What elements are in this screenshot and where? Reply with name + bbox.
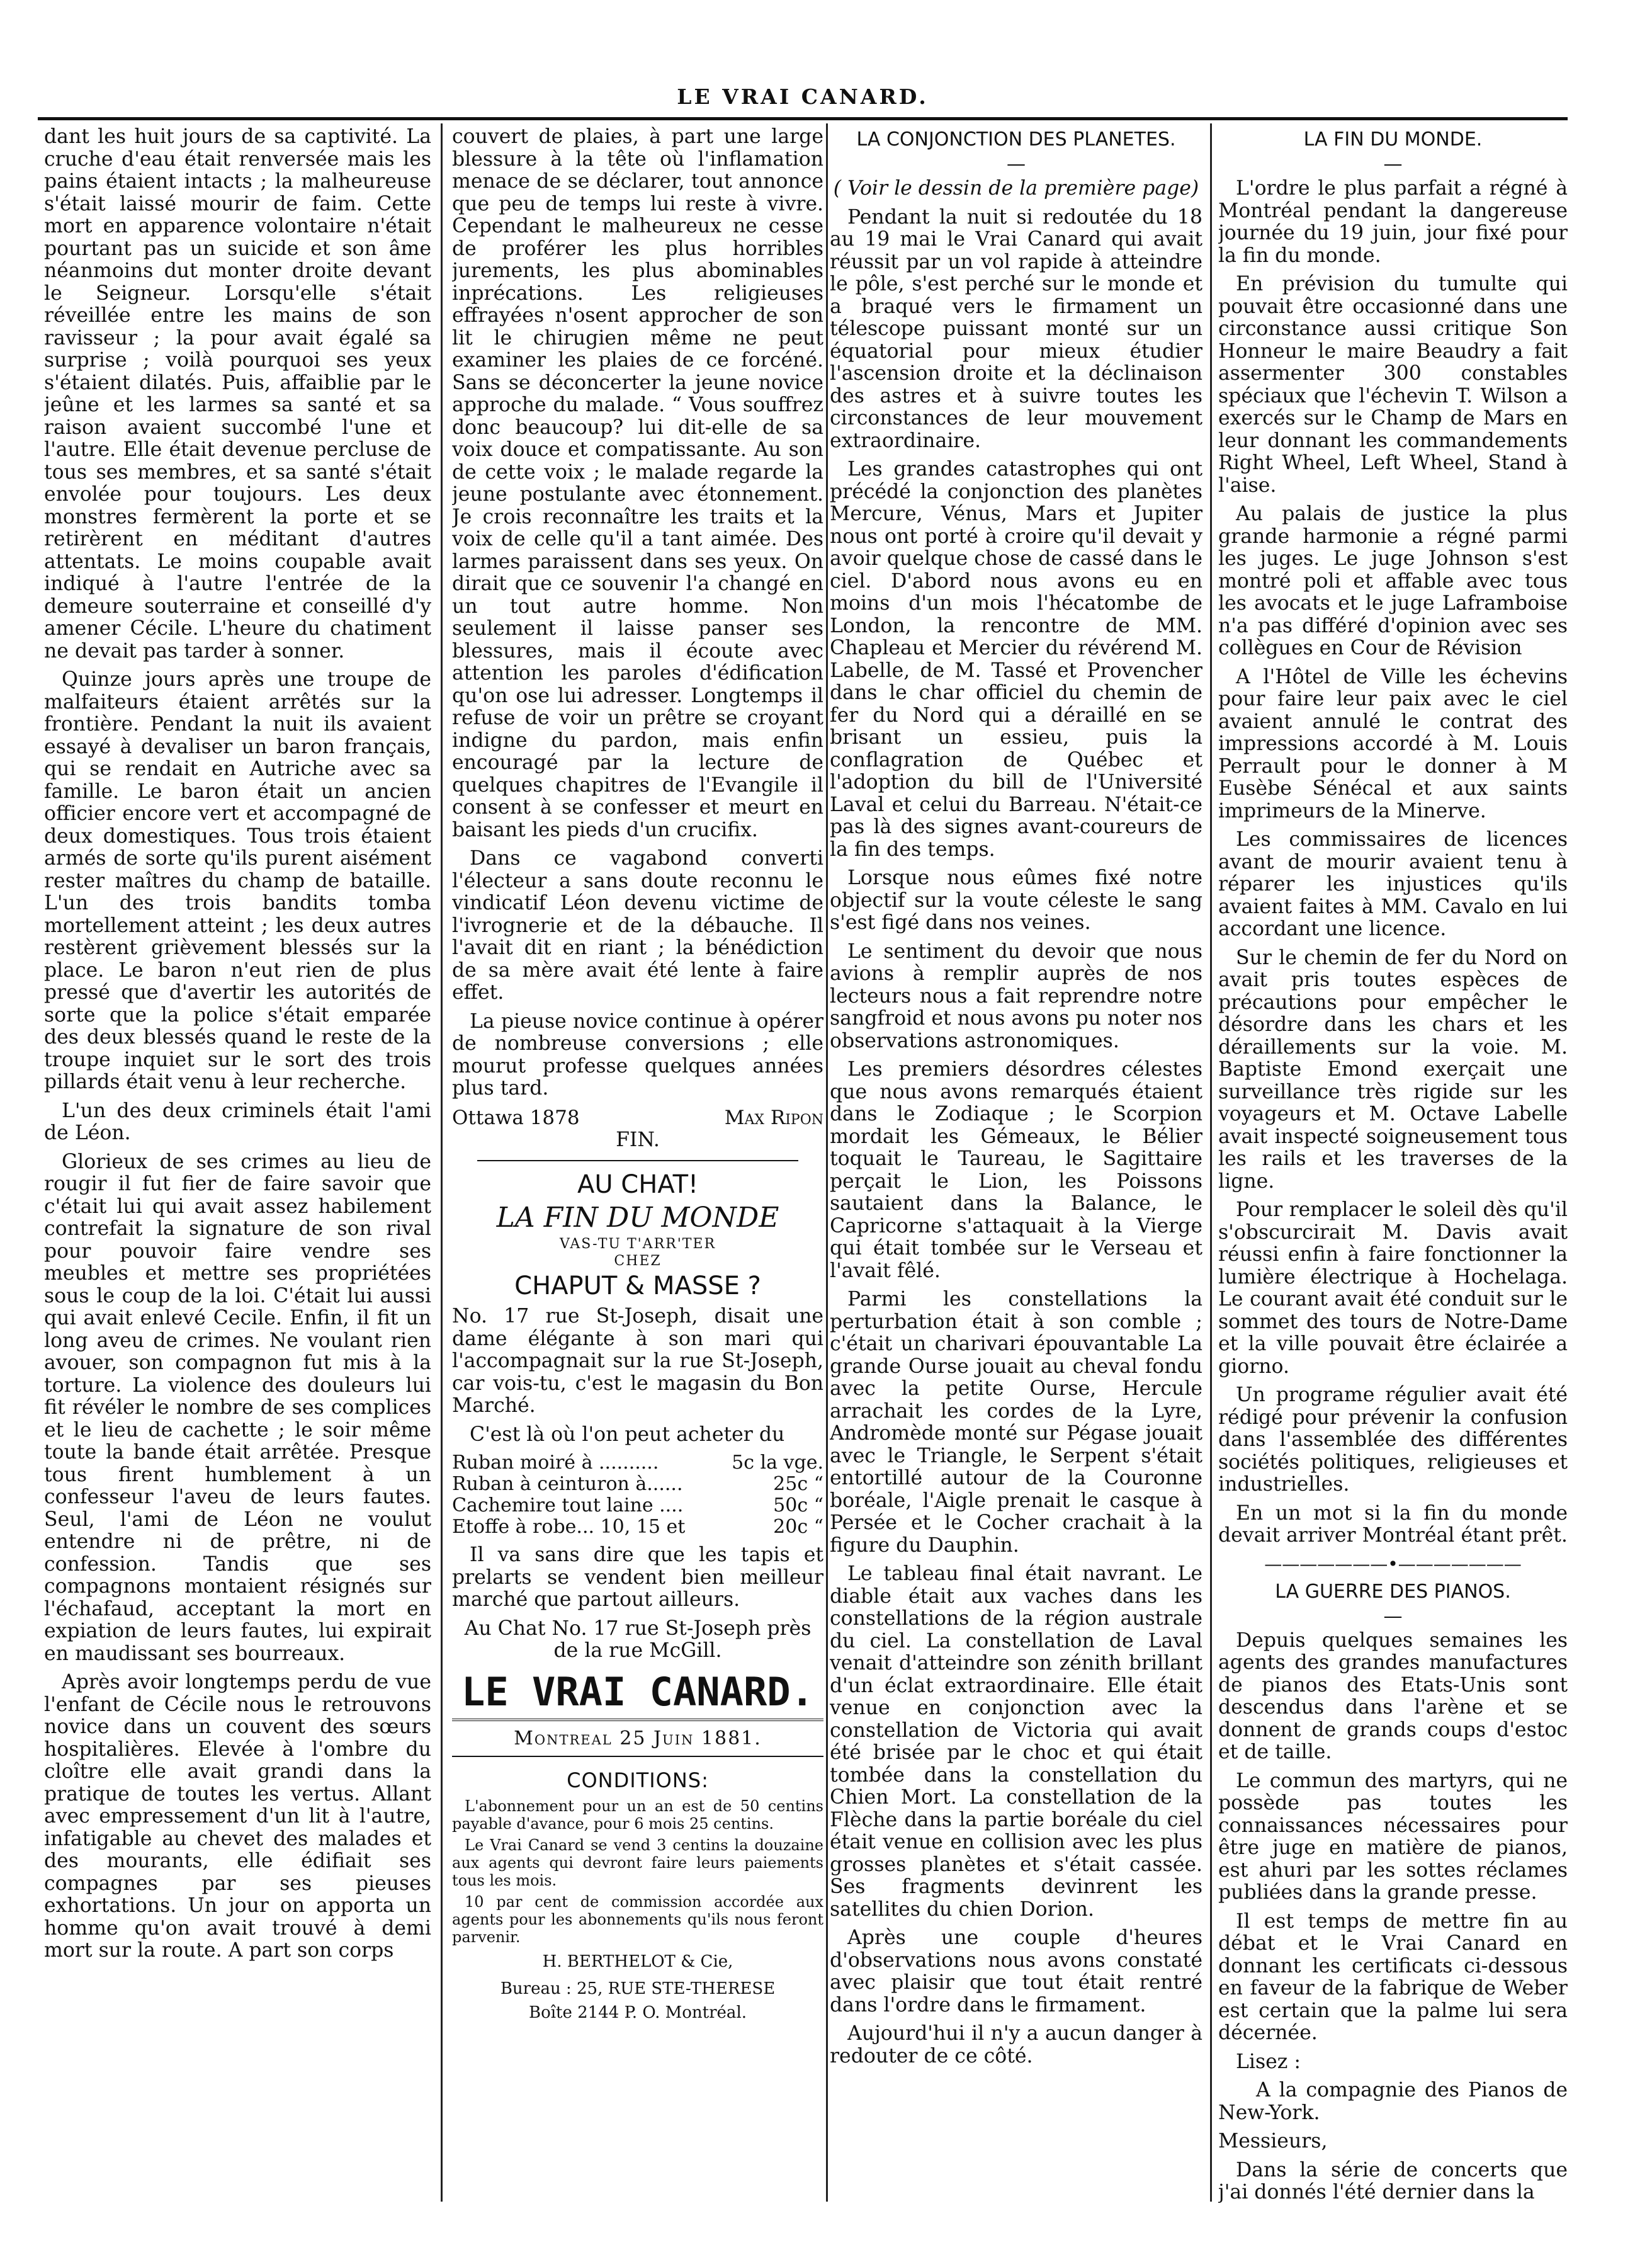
condition-item: Le Vrai Canard se vend 3 centins la douzaine aux agents qui devront faire leurs paiements tous les mois.	[452, 1836, 823, 1889]
paragraph: Pour remplacer le soleil dès qu'il s'obscurcirait M. Davis avait réussi enfin à faire fonctionner la lumière électrique à Hochelaga. Le courant avait été conduit sur le sommet des tours de Notre-Dame et la ville pouvait être éclairée a giorno.	[1218, 1198, 1568, 1378]
paragraph: Parmi les constellations la perturbation était à son comble ; c'était un charivari épouvantable La grande Ourse jouait au cheval fondu avec la petite Ourse, Hercule arrachait les cordes de la Lyre, Andromède monté sur Pégase jouait avec le Triangle, le Serpent s'était entortillé autour de la Couronne boréale, l'Aigle prenait le casque à Persée et le Cocher crachait à la figure du Dauphin.	[830, 1288, 1202, 1557]
ad-address: Au Chat No. 17 rue St-Joseph près de la rue McGill.	[464, 1617, 812, 1662]
ornament-divider: ———————•———————	[1264, 1553, 1522, 1574]
paragraph: Lisez :	[1236, 2050, 1301, 2073]
paragraph: Depuis quelques semaines les agents des grandes manufactures de pianos des Etats-Unis sont descendus dans l'arène et se donnent de grands coups d'estoc et de taille.	[1218, 1629, 1568, 1763]
paragraph: Quinze jours après une troupe de malfaiteurs étaient arrêtés sur la frontière. Pendant la nuit ils avaient essayé à devaliser un baron français, qui se rendait en Autriche avec sa famille. Le baron était un ancien officier encore vert et accompagné de deux domestiques. Tous trois étaient armés de sorte qu'ils purent aisément rester maîtres du champ de bataille. L'un des trois bandits tomba mortellement atteint ; les deux autres restèrent grièvement blessés sur la place. Le baron n'eut rien de plus pressé que d'avertir les autorités de sorte que la police s'était emparée des deux blessés quand le reste de la troupe inquiet sur le sort des trois pillards était venu à leur recherche.	[44, 668, 431, 1093]
paragraph: dant les huit jours de sa captivité. La cruche d'eau était renversée mais les pains étaient intacts ; la malheureuse s'était laissé mourir de faim. Cette mort en apparence volontaire n'était pourtant pas un suicide et son âme néanmoins dut monter droite devant le Seigneur. Lorsqu'elle s'était réveillée entre les mains de son ravisseur ; la pour avait égalé sa surprise ; voilà pourquoi ses yeux s'étaient dilatés. Puis, affaiblie par le jeûne et les larmes sa santé et sa raison avaient succombé l'une et l'autre. Elle était devenue percluse de tous ses membres, et sa santé s'était envolée pour toujours. Les deux monstres fermèrent la porte et se retirèrent en méditant d'autres attentats. Le moins coupable avait indiqué à l'autre l'entrée de la demeure souterraine et conseillé d'y amener Cécile. L'heure du chatiment ne devait pas tarder à sonner.	[44, 126, 431, 663]
paragraph: Au palais de justice la plus grande harmonie a régné parmi les juges. Le juge Johnson s'est montré poli et affable avec tous les avocats et le juge Laframboise n'a pas différé d'opinion avec ses collègues en Cour de Révision	[1218, 503, 1568, 659]
dateline: Montreal 25 Juin 1881.	[452, 1727, 823, 1757]
condition-item: L'abonnement pour un an est de 50 centins payable d'avance, pour 6 mois 25 centins.	[452, 1797, 823, 1833]
paragraph: La pieuse novice continue à opérer de nombreuse conversions ; elle mourut professe quelques années plus tard.	[452, 1009, 823, 1100]
article-heading: LA CONJONCTION DES PLANETES.	[856, 128, 1176, 151]
divider	[477, 1160, 798, 1161]
paragraph: A la compagnie des Pianos de New-York.	[1218, 2079, 1568, 2124]
price-row: Ruban moiré à .......... 5c la vge.	[452, 1452, 823, 1474]
paragraph: Après avoir longtemps perdu de vue l'enfant de Cécile nous le retrouvons novice dans un couvent des sœurs hospitalières. Elevée à l'ombre du cloître elle avait grandi dans la pratique de toutes les vertus. Allant avec empressement d'un lit à l'autre, infatigable au chevet des malades et des mourants, elle édifiait ses compagnes par ses pieuses exhortations. Un jour on apporta un homme qu'on avait trouvé à demi mort sur la route. A part son corps	[44, 1671, 431, 1962]
article-heading: LA GUERRE DES PIANOS.	[1275, 1580, 1511, 1603]
paragraph: Le tableau final était navrant. Le diable était aux vaches dans les constellations de la région australe du ciel. La constellation de Laval venait d'atteindre son zénith brillant d'un éclat extraordinaire. Elle était venue en conjonction avec la constellation de Victoria qui avait été brisée par le choc et qui était tombée dans la constellation du Chien Mort. La constellation de la Flèche dans la partie boréale du ciel était venue en collision avec les plus grosses planètes et s'était cassée. Ses fragments devinrent les satellites du chien Dorion.	[830, 1562, 1202, 1921]
paragraph: Il est temps de mettre fin au débat et le Vrai Canard en donnant les certificats ci-dessous en faveur de la fabrique de Weber est certain que la palme lui sera décernée.	[1218, 1909, 1568, 2044]
heading-dash: —	[1383, 153, 1403, 175]
article-note: ( Voir le dessin de la première page)	[833, 177, 1199, 200]
ad-text: C'est là où l'on peut acheter du	[470, 1423, 785, 1446]
ad-heading: AU CHAT!	[577, 1170, 699, 1199]
condition-item: 10 par cent de commission accordée aux agents pour les abonnements qu'ils nous feront parvenir.	[452, 1892, 823, 1946]
signature-place: Ottawa 1878	[452, 1106, 580, 1129]
end-marker: FIN.	[616, 1128, 660, 1151]
paragraph: Un programe régulier avait été rédigé pour prévenir la confusion dans l'assemblée des différentes sociétés politiques, religieuses et industrielles.	[1218, 1384, 1568, 1496]
ad-store-name: CHAPUT & MASSE ?	[514, 1271, 761, 1300]
paragraph: Le commun des martyrs, qui ne possède pas toutes les connaissances nécessaires pour être juge en matière de pianos, est ahuri par les sottes réclames publiées dans la grande presse.	[1218, 1769, 1568, 1904]
newspaper-title: LE VRAI CANARD.	[452, 1669, 823, 1721]
ad-subheading: LA FIN DU MONDE	[496, 1202, 779, 1234]
paragraph: Aujourd'hui il n'y a aucun danger à redouter de ce côté.	[830, 2022, 1202, 2067]
masthead-rule	[38, 117, 1568, 120]
paragraph: A l'Hôtel de Ville les échevins pour faire leur paix avec le ciel avaient annulé le contrat des impressions accordé à M. Louis Perrault pour le donner à M Eusèbe Sénécal et aux saints imprimeurs de la Minerve.	[1218, 665, 1568, 822]
ad-line: CHEZ	[614, 1253, 662, 1269]
conditions-heading: CONDITIONS:	[567, 1768, 709, 1792]
paragraph: Lorsque nous eûmes fixé notre objectif sur la voute céleste le sang s'est figé dans nos veines.	[830, 867, 1202, 934]
paragraph: Les premiers désordres célestes que nous avons remarqués étaient dans le Zodiaque ; le Scorpion mordait les Gémeaux, le Bélier toquait le Taureau, le Sagittaire perçait le Lion, les Poissons sautaient dans la Balance, le Capricorne s'attaquait à la Vierge qui était tombée sur le Verseau et l'avait fêlé.	[830, 1058, 1202, 1282]
column-divider	[1210, 123, 1212, 2202]
signature-author: Max Ripon	[724, 1106, 823, 1129]
paragraph: Les grandes catastrophes qui ont précédé la conjonction des planètes Mercure, Vénus, Mars et Jupiter nous ont porté à croire qu'il devait y avoir quelque chose de cassé dans le ciel. D'abord nous avons eu en moins d'un mois l'hécatombe de London, la rencontre de MM. Chapleau et Mercier du révérend M. Labelle, de M. Tassé et Provencher dans le char officiel du chemin de fer du Nord qui a déraillé en se brisant un essieu, puis la conflagration de Québec et l'adoption du bill de l'Université Laval et celui du Barreau. N'était-ce pas là des signes avant-coureurs de la fin des temps.	[830, 458, 1202, 861]
paragraph: Sur le chemin de fer du Nord on avait pris toutes espèces de précautions pour empêcher le désordre dans les chars et les déraillements sur la voie. M. Baptiste Emond exerçait une surveillance très rigide sur les voyageurs et M. Octave Labelle avait inspecté soigneusement tous les rails et les traverses de la ligne.	[1218, 946, 1568, 1193]
paragraph: couvert de plaies, à part une large blessure à la tête où l'inflamation menace de se déclarer, tout annonce que peu de temps lui reste à vivre. Cependant le malheureux ne cesse de proférer les plus horribles jurements, les plus abominables inprécations. Les religieuses effrayées n'osent approcher de son lit le chirugien même ne peut examiner les plaies de ce forcéné. Sans se déconcerter la jeune novice approche du malade. “ Vous souffrez donc beaucoup? lui dit-elle de sa voix douce et compatissante. Au son de cette voix ; le malade regarde la jeune postulante avec étonnement. Je crois reconnaître les traits et la voix de celle qu'il a tant aimée. Des larmes paraissent dans ses yeux. On dirait que ce souvenir l'a changé en un tout autre homme. Non seulement il laisse panser ses blessures, mais il écoute avec attention les paroles d'édification qu'on ose lui adresser. Longtemps il refuse de voir un prêtre se croyant indigne du pardon, mais enfin encouragé par la lecture de quelques chapitres de l'Evangile il consent à se confesser et meurt en baisant les pieds d'un crucifix.	[452, 126, 823, 841]
masthead	[38, 84, 1568, 128]
heading-dash: —	[1383, 1605, 1403, 1627]
ad-line: VAS-TU T'ARR'TER	[559, 1236, 716, 1252]
advertisement	[452, 1170, 823, 1663]
paragraph: Glorieux de ses crimes au lieu de rougir il fut fier de faire savoir que c'était lui qui avait assez habilement contrefait la signature de son rival pour pouvoir faire vendre ses meubles et mettre ses propriétées sous le coup de la loi. C'était lui aussi qui avait enlevé Cecile. Enfin, il fit un long aveu de crimes. Ne voulant rien avouer, son compagnon fut mis à la torture. La violence des douleurs lui fit révéler le nombre de ses complices et le lieu de cachette ; le soir même toute la bande était arrêtée. Presque tous firent humblement à un confesseur l'aveu de leurs fautes. Seul, l'ami de Léon ne voulut entendre ni de prêtre, ni de confession. Tandis que ses compagnons montaient résignés sur l'échafaud, acceptant la mort en expiation de leurs fautes, lui expirait en maudissant ses bourreaux.	[44, 1150, 431, 1665]
heading-dash: —	[1007, 153, 1026, 175]
paragraph: En prévision du tumulte qui pouvait être occasionné dans une circonstance aussi critique Son Honneur le maire Beaudry a fait assermenter 300 constables spéciaux que l'échevin T. Wilson a exercés sur le Champ de Mars en leur donnant les commandements Right Wheel, Left Wheel, Stand à l'aise.	[1218, 273, 1568, 497]
masthead-title: LE VRAI CANARD.	[677, 84, 929, 109]
paragraph: Le sentiment du devoir que nous avions à remplir auprès de nos lecteurs nous a fait reprendre notre sangfroid et nous avons pu noter nos observations astronomiques.	[830, 940, 1202, 1052]
paragraph: Dans la série de concerts que j'ai donnés l'été dernier dans la	[1218, 2158, 1568, 2204]
publisher: H. BERTHELOT & Cie,	[542, 1952, 733, 1971]
paragraph: Dans ce vagabond converti l'électeur a sans doute reconnu le vindicatif Léon devenu victime de l'ivrognerie et de la débauche. Il l'avait dit en riant ; la bénédiction de sa mère avait été lente à faire effet.	[452, 847, 823, 1004]
article-heading: LA FIN DU MONDE.	[1303, 128, 1483, 151]
paragraph: Après une couple d'heures d'observations nous avons constaté avec plaisir que tout était rentré dans l'ordre dans le firmament.	[830, 1926, 1202, 2016]
price-row: Cachemire tout laine .... 50c “	[452, 1494, 823, 1516]
signature-line	[452, 1106, 823, 1129]
ad-text: No. 17 rue St-Joseph, disait une dame élégante à son mari qui l'accompagnait sur la rue St-Joseph, car vois-tu, c'est le magasin du Bon Marché.	[452, 1305, 823, 1417]
paragraph: Pendant la nuit si redoutée du 18 au 19 mai le Vrai Canard qui avait réussit par un vol rapide à atteindre le pôle, s'est perché sur le monde et a braqué vers le firmament un télescope puissant monté sur un équatorial pour mieux étudier l'ascension droite et la déclinaison des astres et à suivre toutes les circonstances de leur mouvement extraordinaire.	[830, 205, 1202, 452]
address: Bureau : 25, RUE STE-THERESE	[500, 1979, 776, 1998]
paragraph: L'un des deux criminels était l'ami de Léon.	[44, 1099, 431, 1144]
column-divider	[441, 123, 443, 2202]
column-2	[452, 126, 823, 2242]
column-3	[830, 126, 1202, 2242]
column-4	[1218, 126, 1568, 2242]
paragraph: Les commissaires de licences avant de mourir avaient tenu à réparer les injustices qu'ils avaient faites à MM. Cavalo en lui accordant une licence.	[1218, 828, 1568, 940]
price-row: Etoffe à robe... 10, 15 et 20c “	[452, 1516, 823, 1538]
address: Boîte 2144 P. O. Montréal.	[528, 2003, 747, 2022]
price-row: Ruban à ceinturon à...... 25c “	[452, 1473, 823, 1495]
column-divider	[826, 123, 828, 2202]
column-1	[44, 126, 431, 2242]
ad-text: Il va sans dire que les tapis et prelarts se vendent bien meilleur marché que partout ailleurs.	[452, 1544, 823, 1611]
paragraph: Messieurs,	[1218, 2130, 1328, 2152]
paragraph: L'ordre le plus parfait a régné à Montréal pendant la dangereuse journée du 19 juin, jour fixé pour la fin du monde.	[1218, 177, 1568, 267]
paragraph: En un mot si la fin du monde devait arriver Montréal étant prêt.	[1218, 1501, 1568, 1547]
